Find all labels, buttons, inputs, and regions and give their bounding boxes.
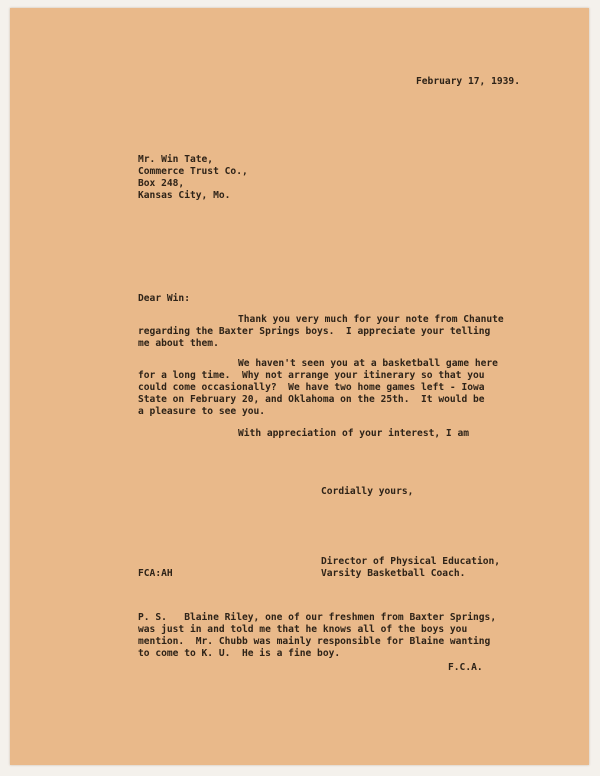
body-paragraph-2: [138, 358, 498, 418]
body-line: Thank you very much for your note from Chanute: [238, 314, 504, 325]
body-line: could come occasionally? We have two home games left - Iowa: [138, 382, 485, 393]
body-line: for a long time. Why not arrange your itinerary so that you: [138, 370, 485, 381]
postscript-line: to come to K. U. He is a fine boy.: [138, 648, 341, 659]
body-line: State on February 20, and Oklahoma on the 25th. It would be: [138, 394, 485, 405]
body-line: regarding the Baxter Springs boys. I appreciate your telling: [138, 326, 491, 337]
signature-line: Director of Physical Education,: [321, 556, 501, 567]
body-paragraph-1: [138, 314, 504, 350]
postscript-initials: F.C.A.: [448, 662, 483, 673]
postscript-line: mention. Mr. Chubb was mainly responsible for Blaine wanting: [138, 636, 491, 647]
postscript-line: P. S. Blaine Riley, one of our freshmen from Baxter Springs,: [138, 612, 497, 623]
signature-title: [321, 556, 500, 580]
recipient-line: Mr. Win Tate,: [138, 154, 214, 165]
postscript: [138, 612, 496, 660]
complimentary-closing: Cordially yours,: [321, 486, 414, 497]
body-line: a pleasure to see you.: [138, 406, 266, 417]
recipient-line: Kansas City, Mo.: [138, 190, 231, 201]
salutation: Dear Win:: [138, 293, 190, 304]
body-line: We haven't seen you at a basketball game here: [238, 358, 498, 369]
signature-line: Varsity Basketball Coach.: [321, 568, 466, 579]
recipient-address: [138, 154, 248, 202]
recipient-line: Commerce Trust Co.,: [138, 166, 248, 177]
reference-initials: FCA:AH: [138, 568, 173, 579]
letter-date: February 17, 1939.: [416, 76, 520, 87]
body-line: me about them.: [138, 338, 219, 349]
body-paragraph-3: With appreciation of your interest, I am: [238, 428, 470, 439]
letter-page: [10, 8, 589, 765]
recipient-line: Box 248,: [138, 178, 185, 189]
postscript-line: was just in and told me that he knows all of the boys you: [138, 624, 468, 635]
